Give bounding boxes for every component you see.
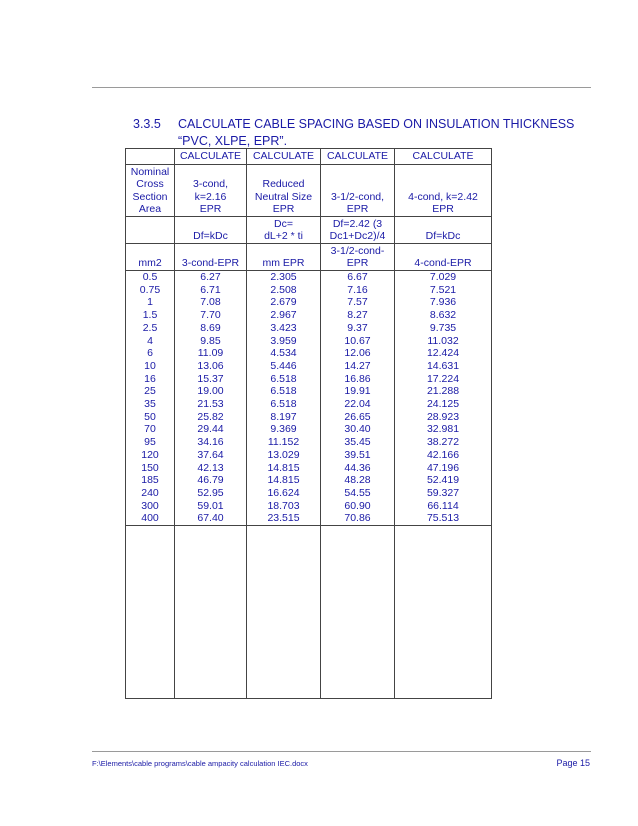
header-line: 3-cond, bbox=[192, 178, 229, 191]
table-cell: 13.029 bbox=[247, 449, 321, 462]
header-row-formula bbox=[126, 217, 492, 244]
table-cell: 9.85 bbox=[175, 335, 247, 348]
table-cell: 1 bbox=[126, 296, 175, 309]
table-cell: 59.01 bbox=[175, 500, 247, 513]
empty-cell bbox=[175, 526, 247, 699]
table-cell: 18.703 bbox=[247, 500, 321, 513]
table-cell: 25.82 bbox=[175, 411, 247, 424]
cable-spacing-table bbox=[125, 148, 492, 699]
table-cell: 22.04 bbox=[321, 398, 395, 411]
header-line: Section bbox=[132, 190, 168, 203]
table-cell: 37.64 bbox=[175, 449, 247, 462]
table-cell: 19.91 bbox=[321, 385, 395, 398]
table-row bbox=[126, 449, 492, 462]
table-cell: 42.166 bbox=[395, 449, 492, 462]
table-cell: 11.152 bbox=[247, 436, 321, 449]
table-cell: 1.5 bbox=[126, 309, 175, 322]
empty-cell bbox=[247, 526, 321, 699]
table-cell: 14.815 bbox=[247, 474, 321, 487]
table-cell: 6 bbox=[126, 347, 175, 360]
header-cell-units bbox=[321, 244, 395, 271]
table-cell: 16 bbox=[126, 373, 175, 386]
table-row bbox=[126, 436, 492, 449]
table-row bbox=[126, 512, 492, 525]
header-cell-formula bbox=[175, 217, 247, 244]
table-cell: 6.518 bbox=[247, 373, 321, 386]
table-cell: 8.69 bbox=[175, 322, 247, 335]
table-cell: 60.90 bbox=[321, 500, 395, 513]
header-line: 3-cond-EPR bbox=[181, 257, 240, 270]
header-line: EPR bbox=[346, 203, 369, 216]
table-cell: 23.515 bbox=[247, 512, 321, 525]
table-cell: 52.419 bbox=[395, 474, 492, 487]
table-cell: 35 bbox=[126, 398, 175, 411]
table-cell: 70.86 bbox=[321, 512, 395, 525]
header-line: 3-1/2-cond, bbox=[330, 190, 385, 203]
table-row bbox=[126, 423, 492, 436]
table-cell: 8.197 bbox=[247, 411, 321, 424]
header-cell-formula bbox=[395, 217, 492, 244]
table-cell: 7.70 bbox=[175, 309, 247, 322]
table-cell: 7.16 bbox=[321, 284, 395, 297]
table-cell: 29.44 bbox=[175, 423, 247, 436]
header-line: mm2 bbox=[138, 257, 162, 270]
table-row bbox=[126, 322, 492, 335]
table-cell: 12.06 bbox=[321, 347, 395, 360]
table-cell: 10.67 bbox=[321, 335, 395, 348]
table-cell: 50 bbox=[126, 411, 175, 424]
table-cell: 3.959 bbox=[247, 335, 321, 348]
header-line: EPR bbox=[199, 203, 222, 216]
table-cell: 75.513 bbox=[395, 512, 492, 525]
table-row bbox=[126, 462, 492, 475]
footer-file-path: F:\Elements\cable programs\cable ampacity calculation IEC.docx bbox=[92, 759, 308, 768]
table-row bbox=[126, 271, 492, 284]
table-cell: 15.37 bbox=[175, 373, 247, 386]
table-cell: 2.5 bbox=[126, 322, 175, 335]
table-cell: 28.923 bbox=[395, 411, 492, 424]
table-cell: 6.27 bbox=[175, 271, 247, 284]
table-cell: 48.28 bbox=[321, 474, 395, 487]
header-line: Df=2.42 (3 bbox=[332, 217, 383, 230]
header-rule bbox=[92, 87, 591, 88]
table-cell: 14.27 bbox=[321, 360, 395, 373]
header-line: Df=kDc bbox=[425, 230, 461, 243]
table-cell: 47.196 bbox=[395, 462, 492, 475]
footer-rule bbox=[92, 751, 591, 752]
header-cell-calculate: CALCULATE bbox=[395, 149, 492, 165]
table-cell: 35.45 bbox=[321, 436, 395, 449]
header-line: dL+2 * ti bbox=[264, 230, 303, 243]
table-cell: 7.936 bbox=[395, 296, 492, 309]
header-cell-units bbox=[126, 244, 175, 271]
table-cell: 59.327 bbox=[395, 487, 492, 500]
table-cell: 11.09 bbox=[175, 347, 247, 360]
table-cell: 8.632 bbox=[395, 309, 492, 322]
table-row bbox=[126, 309, 492, 322]
table-cell: 4 bbox=[126, 335, 175, 348]
table-cell: 38.272 bbox=[395, 436, 492, 449]
table-cell: 2.305 bbox=[247, 271, 321, 284]
header-cell-formula bbox=[247, 217, 321, 244]
table-row bbox=[126, 360, 492, 373]
header-cell-units bbox=[395, 244, 492, 271]
table-cell: 2.508 bbox=[247, 284, 321, 297]
table-cell: 30.40 bbox=[321, 423, 395, 436]
footer-page-number: Page 15 bbox=[556, 758, 590, 768]
table-cell: 12.424 bbox=[395, 347, 492, 360]
table-cell: 21.288 bbox=[395, 385, 492, 398]
header-cell-calculate: CALCULATE bbox=[247, 149, 321, 165]
table-row bbox=[126, 487, 492, 500]
header-cell-description bbox=[321, 165, 395, 217]
table-cell: 2.679 bbox=[247, 296, 321, 309]
table-cell: 17.224 bbox=[395, 373, 492, 386]
header-line: Area bbox=[138, 203, 162, 216]
table-row bbox=[126, 500, 492, 513]
table-cell: 14.631 bbox=[395, 360, 492, 373]
header-cell-description bbox=[395, 165, 492, 217]
table-cell: 7.029 bbox=[395, 271, 492, 284]
header-cell-calculate bbox=[126, 149, 175, 165]
table-cell: 9.37 bbox=[321, 322, 395, 335]
header-row-units bbox=[126, 244, 492, 271]
table-cell: 11.032 bbox=[395, 335, 492, 348]
table-cell: 7.57 bbox=[321, 296, 395, 309]
header-line: EPR bbox=[346, 257, 369, 270]
table-row bbox=[126, 474, 492, 487]
table-cell: 24.125 bbox=[395, 398, 492, 411]
table-cell: 400 bbox=[126, 512, 175, 525]
empty-cell bbox=[395, 526, 492, 699]
header-line: Nominal bbox=[130, 165, 170, 178]
table-row bbox=[126, 296, 492, 309]
table-row bbox=[126, 398, 492, 411]
table-cell: 19.00 bbox=[175, 385, 247, 398]
table-cell: 3.423 bbox=[247, 322, 321, 335]
section-title: CALCULATE CABLE SPACING BASED ON INSULATION THICKNESS “PVC, XLPE, EPR”. bbox=[178, 117, 575, 148]
table-cell: 42.13 bbox=[175, 462, 247, 475]
table-row bbox=[126, 284, 492, 297]
table-cell: 46.79 bbox=[175, 474, 247, 487]
header-cell-formula bbox=[126, 217, 175, 244]
table-cell: 0.5 bbox=[126, 271, 175, 284]
header-row-description bbox=[126, 165, 492, 217]
table-cell: 6.71 bbox=[175, 284, 247, 297]
section-number: 3.3.5 bbox=[133, 117, 161, 131]
table-cell: 8.27 bbox=[321, 309, 395, 322]
table-cell: 14.815 bbox=[247, 462, 321, 475]
header-cell-formula bbox=[321, 217, 395, 244]
table-row bbox=[126, 373, 492, 386]
table-cell: 44.36 bbox=[321, 462, 395, 475]
header-cell-units bbox=[247, 244, 321, 271]
table-cell: 7.521 bbox=[395, 284, 492, 297]
table-cell: 66.114 bbox=[395, 500, 492, 513]
table-cell: 6.67 bbox=[321, 271, 395, 284]
table-cell: 240 bbox=[126, 487, 175, 500]
header-cell-description bbox=[247, 165, 321, 217]
table-cell: 32.981 bbox=[395, 423, 492, 436]
table-cell: 185 bbox=[126, 474, 175, 487]
table-empty-area bbox=[126, 526, 492, 699]
table-cell: 95 bbox=[126, 436, 175, 449]
table-cell: 25 bbox=[126, 385, 175, 398]
table-cell: 150 bbox=[126, 462, 175, 475]
header-line: Reduced bbox=[262, 178, 305, 191]
header-line: k=2.16 bbox=[194, 190, 227, 203]
table-cell: 54.55 bbox=[321, 487, 395, 500]
table-cell: 34.16 bbox=[175, 436, 247, 449]
header-line: Neutral Size bbox=[254, 190, 313, 203]
header-cell-calculate: CALCULATE bbox=[175, 149, 247, 165]
header-line: 4-cond-EPR bbox=[414, 257, 472, 270]
table-cell: 10 bbox=[126, 360, 175, 373]
table-cell: 9.735 bbox=[395, 322, 492, 335]
header-line: EPR bbox=[272, 203, 295, 216]
table-cell: 67.40 bbox=[175, 512, 247, 525]
table-cell: 9.369 bbox=[247, 423, 321, 436]
header-line: 4-cond, k=2.42 bbox=[408, 190, 478, 203]
header-line: Df=kDc bbox=[193, 230, 228, 243]
table-cell: 52.95 bbox=[175, 487, 247, 500]
table-cell: 120 bbox=[126, 449, 175, 462]
table-cell: 39.51 bbox=[321, 449, 395, 462]
table-cell: 21.53 bbox=[175, 398, 247, 411]
table-cell: 16.624 bbox=[247, 487, 321, 500]
header-cell-description bbox=[126, 165, 175, 217]
table-cell: 6.518 bbox=[247, 385, 321, 398]
table-row bbox=[126, 347, 492, 360]
table-cell: 70 bbox=[126, 423, 175, 436]
header-line: mm EPR bbox=[262, 257, 305, 270]
table-cell: 2.967 bbox=[247, 309, 321, 322]
empty-cell bbox=[321, 526, 395, 699]
table-cell: 7.08 bbox=[175, 296, 247, 309]
table-cell: 0.75 bbox=[126, 284, 175, 297]
table-row bbox=[126, 385, 492, 398]
table-row bbox=[126, 335, 492, 348]
table-cell: 6.518 bbox=[247, 398, 321, 411]
table-cell: 16.86 bbox=[321, 373, 395, 386]
table-cell: 300 bbox=[126, 500, 175, 513]
header-line: EPR bbox=[432, 203, 454, 216]
empty-cell bbox=[126, 526, 175, 699]
header-line: Cross bbox=[136, 178, 164, 191]
table-row bbox=[126, 411, 492, 424]
header-line: Dc= bbox=[274, 217, 293, 230]
table-cell: 5.446 bbox=[247, 360, 321, 373]
table-cell: 26.65 bbox=[321, 411, 395, 424]
header-cell-description bbox=[175, 165, 247, 217]
table-cell: 4.534 bbox=[247, 347, 321, 360]
header-row-calculate bbox=[126, 149, 492, 165]
header-cell-calculate: CALCULATE bbox=[321, 149, 395, 165]
table-cell: 13.06 bbox=[175, 360, 247, 373]
header-line: 3-1/2-cond- bbox=[330, 244, 385, 257]
header-line: Dc1+Dc2)/4 bbox=[329, 230, 386, 243]
header-cell-units bbox=[175, 244, 247, 271]
